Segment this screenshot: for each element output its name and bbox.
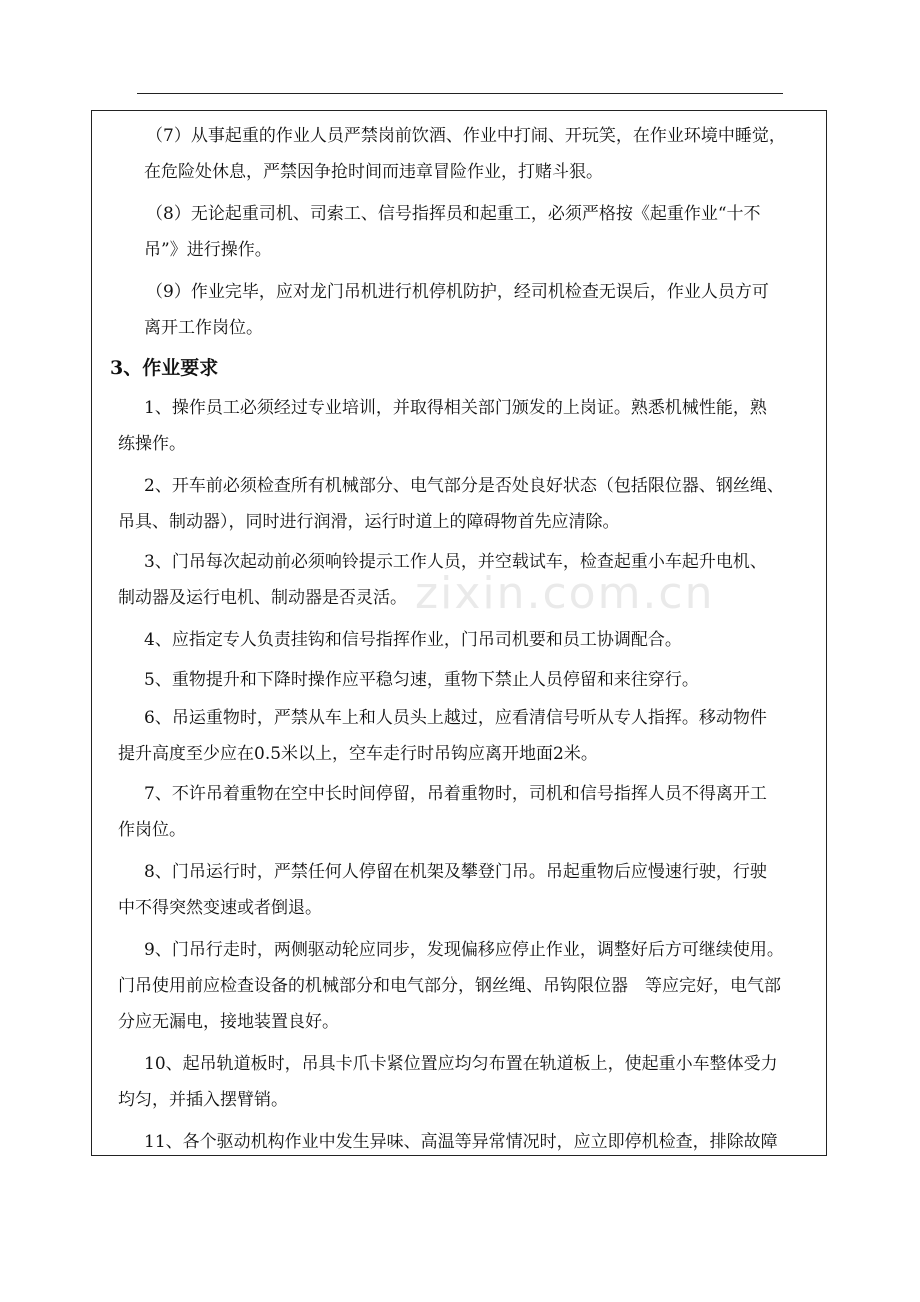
text-line: （8）无论起重司机、司索工、信号指挥员和起重工，必须严格按《起重作业“十不 [146,204,761,224]
text-line: （9）作业完毕，应对龙门吊机进行机停机防护，经司机检查无误后，作业人员方可 [146,282,769,302]
text-line: 制动器及运行电机、制动器是否灵活。 [118,588,407,608]
text-line: 11、各个驱动机构作业中发生异味、高温等异常情况时，应立即停机检查，排除故障 [144,1132,778,1152]
requirement-9 [118,932,823,1040]
text-line: 离开工作岗位。 [144,318,263,338]
text-line: 10、起吊轨道板时，吊具卡爪卡紧位置应均匀布置在轨道板上，使起重小车整体受力 [144,1054,778,1074]
text-line: 4、应指定专人负责挂钩和信号指挥作业，门吊司机要和员工协调配合。 [144,630,682,650]
requirement-3 [118,544,823,616]
section-heading: 3、作业要求 [110,357,219,379]
text-line: 3、门吊每次起动前必须响铃提示工作人员，并空载试车，检查起重小车起升电机、 [144,552,767,572]
text-line: 5、重物提升和下降时操作应平稳匀速，重物下禁止人员停留和来往穿行。 [144,670,699,690]
text-line: 门吊使用前应检查设备的机械部分和电气部分，钢丝绳、吊钩限位器 等应完好，电气部 [118,976,781,996]
text-line: （7）从事起重的作业人员严禁岗前饮酒、作业中打闹、开玩笑，在作业环境中睡觉， [146,126,786,146]
text-line: 作岗位。 [118,820,186,840]
text-line: 1、操作员工必须经过专业培训，并取得相关部门颁发的上岗证。熟悉机械性能，熟 [144,398,767,418]
text-line: 6、吊运重物时，严禁从车上和人员头上越过，应看清信号听从专人指挥。移动物件 [144,708,767,728]
paragraph-9 [118,274,823,346]
text-line: 练操作。 [118,434,186,454]
text-line: 在危险处休息，严禁因争抢时间而违章冒险作业，打赌斗狠。 [144,162,603,182]
requirement-8 [118,854,823,926]
paragraph-7 [118,118,823,190]
text-line: 吊具、制动器），同时进行润滑，运行时道上的障碍物首先应清除。 [118,512,620,532]
requirement-4 [118,622,823,658]
text-line: 2、开车前必须检查所有机械部分、电气部分是否处良好状态（包括限位器、钢丝绳、 [144,476,784,496]
requirement-2 [118,468,823,540]
text-line: 8、门吊运行时，严禁任何人停留在机架及攀登门吊。吊起重物后应慢速行驶，行驶 [144,862,767,882]
paragraph-8 [118,196,823,268]
requirement-11 [118,1124,823,1160]
requirement-7 [118,776,823,848]
watermark: zixin.com.cn [415,568,715,619]
text-line: 7、不许吊着重物在空中长时间停留，吊着重物时，司机和信号指挥人员不得离开工 [144,784,767,804]
requirement-6 [118,700,823,772]
text-line: 提升高度至少应在0.5米以上，空车走行时吊钩应离开地面2米。 [118,744,598,764]
requirement-1 [118,390,823,462]
requirement-5 [118,662,823,698]
text-line: 中不得突然变速或者倒退。 [118,898,322,918]
text-line: 分应无漏电，接地装置良好。 [118,1012,339,1032]
header-rule [137,93,783,94]
text-line: 9、门吊行走时，两侧驱动轮应同步，发现偏移应停止作业，调整好后方可继续使用。 [144,940,784,960]
text-line: 均匀，并插入摆臂销。 [118,1090,288,1110]
requirement-10 [118,1046,823,1118]
text-line: 吊”》进行操作。 [144,240,272,260]
